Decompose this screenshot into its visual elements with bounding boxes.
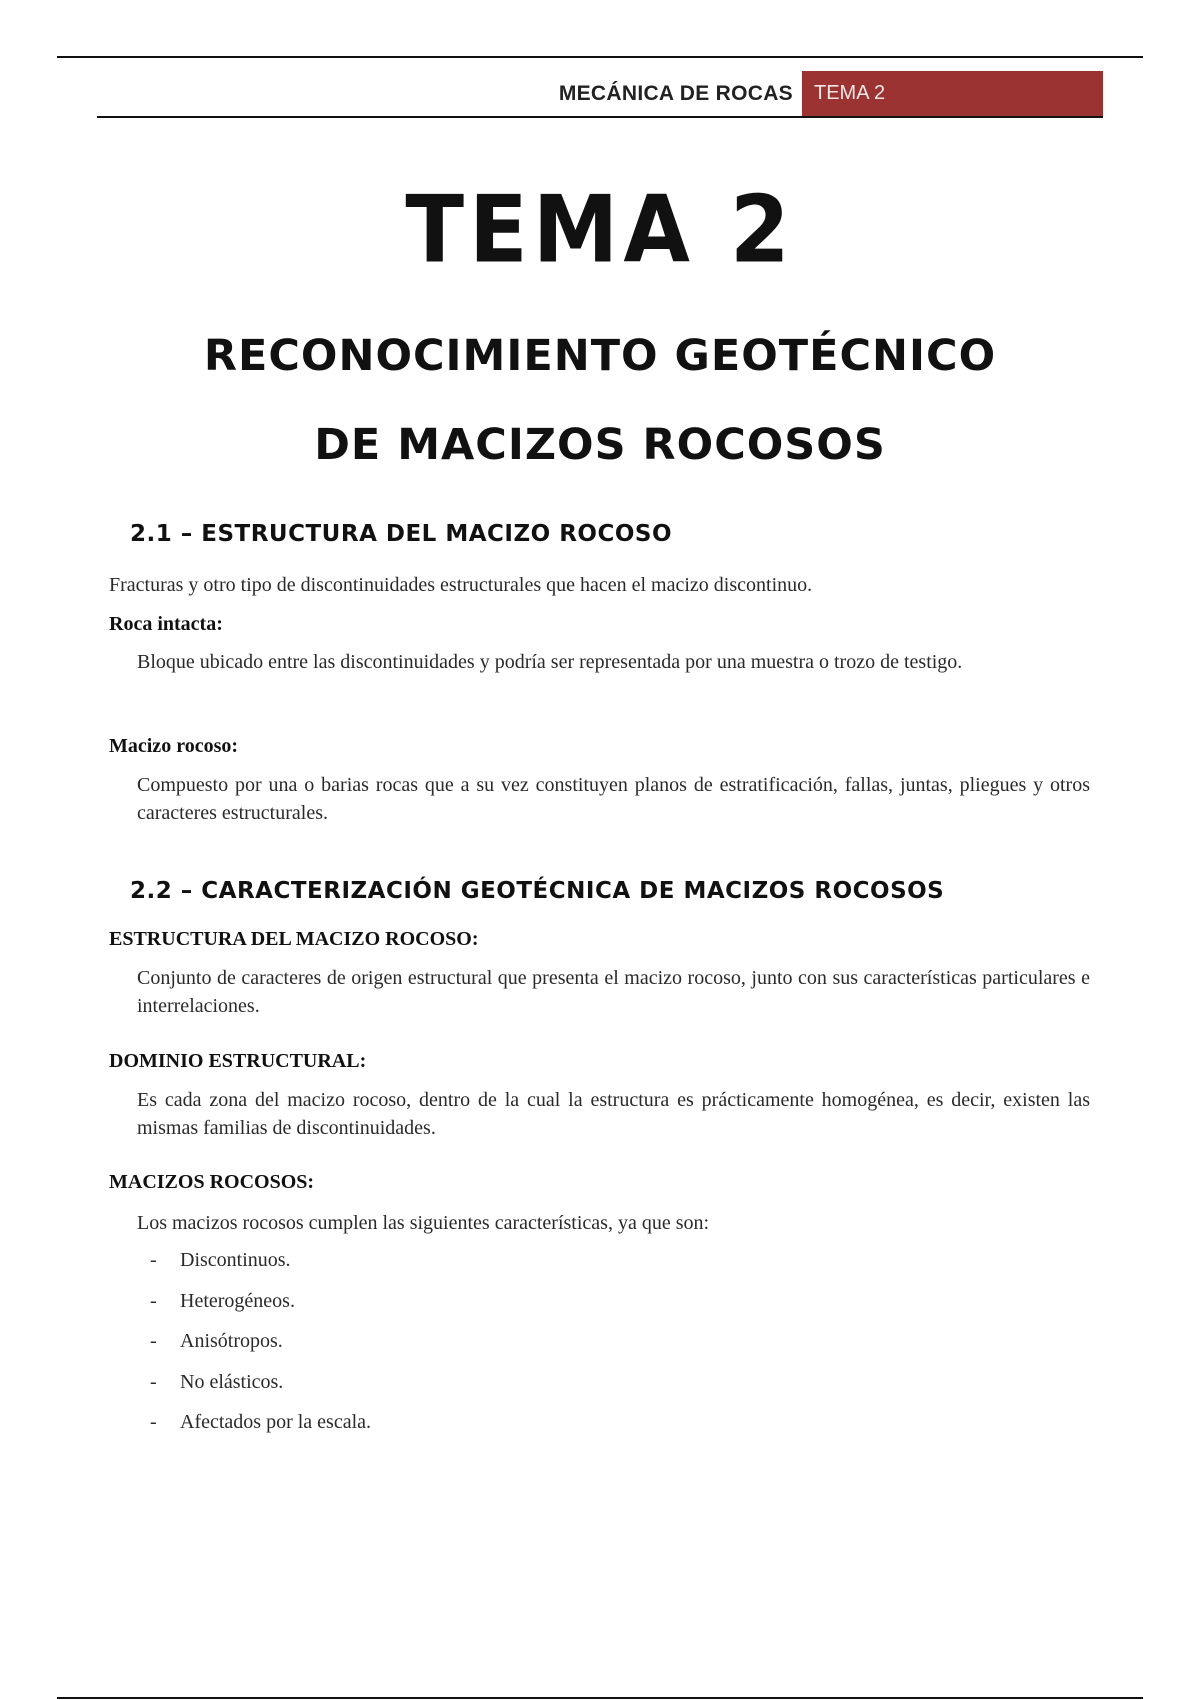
list-item-text: Heterogéneos. xyxy=(180,1289,295,1312)
list-item xyxy=(150,1368,371,1409)
section-heading-2-2: 2.2 – CARACTERIZACIÓN GEOTÉCNICA DE MACIZOS ROCOSOS xyxy=(130,878,945,904)
section-1-intro: Fracturas y otro tipo de discontinuidades estructurales que hacen el macizo discontinuo. xyxy=(109,574,813,596)
list-item xyxy=(150,1327,371,1368)
term-label-macizos-rocosos: MACIZOS ROCOSOS: xyxy=(109,1171,315,1193)
page-header xyxy=(97,71,1103,118)
document-subtitle-line-1: RECONOCIMIENTO GEOTÉCNICO xyxy=(203,331,997,381)
term-label-macizo-rocoso: Macizo rocoso: xyxy=(109,735,239,757)
term-label-roca-intacta: Roca intacta: xyxy=(109,613,223,635)
list-dash: - xyxy=(150,1330,157,1352)
header-topic-badge: TEMA 2 xyxy=(802,71,1103,116)
term-definition-macizos-rocosos: Los macizos rocosos cumplen las siguientes características, ya que son: xyxy=(137,1212,710,1234)
list-dash: - xyxy=(150,1370,157,1393)
list-item-text: Afectados por la escala. xyxy=(180,1411,372,1433)
list-item xyxy=(150,1287,371,1328)
bottom-rule xyxy=(57,1697,1143,1699)
header-course-title: MECÁNICA DE ROCAS xyxy=(558,82,793,105)
term-label-estructura: ESTRUCTURA DEL MACIZO ROCOSO: xyxy=(109,928,479,950)
list-item-text: Discontinuos. xyxy=(180,1249,291,1271)
list-dash: - xyxy=(150,1249,157,1271)
term-definition-roca-intacta: Bloque ubicado entre las discontinuidades y podría ser representada por una muestra o trozo de testigo. xyxy=(137,651,963,673)
list-item-text: Anisótropos. xyxy=(180,1330,283,1352)
document-title: TEMA 2 xyxy=(405,176,795,284)
top-rule xyxy=(57,56,1143,58)
term-label-dominio-estructural: DOMINIO ESTRUCTURAL: xyxy=(109,1050,367,1072)
list-item xyxy=(150,1408,371,1449)
characteristics-list xyxy=(150,1246,371,1449)
term-definition-macizo-rocoso: Compuesto por una o barias rocas que a su vez constituyen planos de estratificación, fallas, juntas, pliegues y otros caracteres estructurales. xyxy=(137,774,1090,824)
list-dash: - xyxy=(150,1411,157,1433)
list-item-text: No elásticos. xyxy=(180,1370,284,1393)
term-definition-dominio-estructural: Es cada zona del macizo rocoso, dentro de la cual la estructura es prácticamente homogénea, es decir, existen las mismas familias de discontinuidades. xyxy=(137,1089,1090,1139)
term-definition-estructura: Conjunto de caracteres de origen estructural que presenta el macizo rocoso, junto con sus características particulares e interrelaciones. xyxy=(137,967,1090,1017)
section-heading-2-1: 2.1 – ESTRUCTURA DEL MACIZO ROCOSO xyxy=(130,521,673,547)
list-dash: - xyxy=(150,1289,157,1312)
list-item xyxy=(150,1246,371,1287)
document-subtitle-line-2: DE MACIZOS ROCOSOS xyxy=(314,420,886,470)
